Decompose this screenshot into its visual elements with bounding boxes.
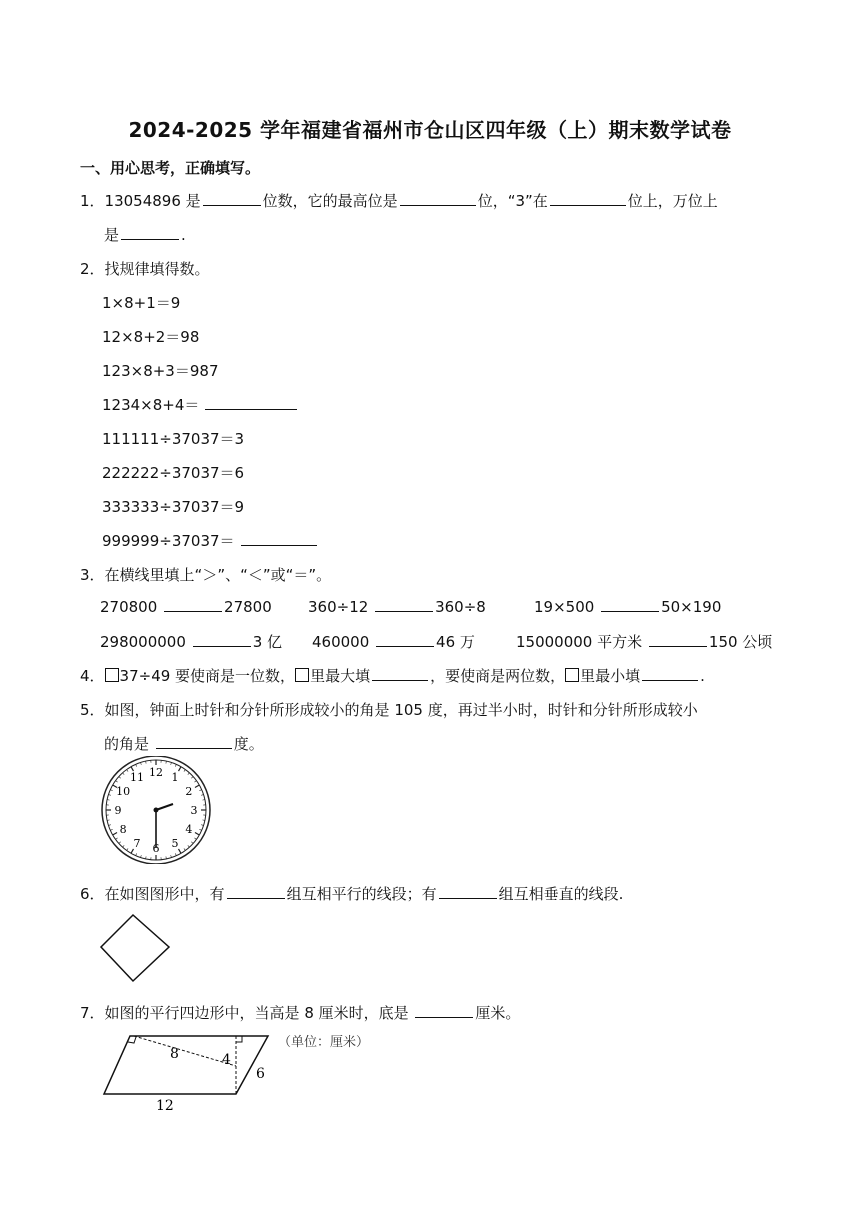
- clock-numeral: 11: [130, 771, 144, 785]
- clock-tick: [110, 790, 112, 791]
- right-angle-mark: [236, 1036, 242, 1042]
- pattern-line: 12×8+2＝98: [102, 328, 200, 346]
- question-1: 1．13054896 是 位数，它的最高位是 位，“3”在 位上，万位上: [80, 192, 718, 210]
- clock-numeral: 2: [185, 785, 193, 798]
- question-number: 4．: [80, 667, 105, 685]
- answer-blank[interactable]: [241, 531, 317, 546]
- answer-blank[interactable]: [642, 666, 698, 681]
- answer-blank[interactable]: [372, 666, 428, 681]
- question-number: 5．: [80, 701, 105, 719]
- question-1-continued: 是 .: [104, 226, 186, 244]
- section-heading: 一、用心思考，正确填写。: [80, 159, 261, 177]
- clock-tick: [179, 849, 182, 853]
- clock-tick: [123, 773, 125, 775]
- label-12: 12: [156, 1098, 174, 1114]
- question-4: 4． 37÷49 要使商是一位数， 里最大填 ，要使商是两位数， 里最小填 .: [80, 667, 705, 685]
- answer-blank[interactable]: [205, 395, 297, 410]
- clock-tick: [194, 781, 196, 782]
- clock-tick: [127, 770, 128, 772]
- label-4: 4: [222, 1052, 231, 1068]
- clock-tick: [191, 777, 193, 779]
- square-figure: [98, 912, 172, 984]
- unit-label: （单位：厘米）: [278, 1035, 370, 1050]
- compare-item: 460000 46 万: [312, 633, 475, 651]
- pattern-line: 123×8+3＝987: [102, 362, 219, 380]
- clock-tick: [116, 781, 118, 782]
- square-box-icon: [295, 668, 309, 682]
- answer-blank[interactable]: [227, 884, 285, 899]
- answer-blank[interactable]: [649, 632, 707, 647]
- compare-item: 298000000 3 亿: [100, 633, 282, 651]
- clock-tick: [108, 825, 110, 826]
- compare-item: 270800 27800: [100, 598, 272, 616]
- parallelogram-shape: [104, 1036, 268, 1094]
- pattern-line-with-blank: 999999÷37037＝: [102, 530, 319, 551]
- answer-blank[interactable]: [156, 734, 232, 749]
- clock-figure: [98, 756, 214, 864]
- clock-tick: [199, 790, 201, 791]
- answer-blank[interactable]: [439, 884, 497, 899]
- answer-blank[interactable]: [193, 632, 251, 647]
- question-5: 5．如图，钟面上时针和分针所形成较小的角是 105 度，再过半小时，时针和分针所形成较小: [80, 701, 698, 719]
- clock-tick: [110, 829, 112, 830]
- question-7: 7．如图的平行四边形中，当高是 8 厘米时，底是 厘米。: [80, 1004, 521, 1022]
- clock-numeral: 5: [171, 836, 179, 850]
- clock-tick: [116, 838, 118, 839]
- clock-numeral: 10: [116, 785, 131, 798]
- clock-numeral: 6: [152, 842, 160, 855]
- question-number: 1．: [80, 192, 105, 210]
- label-8: 8: [170, 1046, 179, 1062]
- question-number: 7．: [80, 1004, 105, 1022]
- pattern-line: 1×8+1＝9: [102, 294, 181, 312]
- clock-numeral: 3: [190, 804, 198, 817]
- square-box-icon: [105, 668, 119, 682]
- question-number: 6．: [80, 885, 105, 903]
- clock-tick: [201, 825, 203, 826]
- clock-tick: [175, 853, 176, 855]
- question-6: 6．在如图图形中，有 组互相平行的线段；有 组互相垂直的线段.: [80, 885, 624, 903]
- clock-numeral: 1: [171, 771, 179, 785]
- clock-center: [154, 808, 159, 813]
- question-5-continued: 的角是 度。: [104, 735, 264, 753]
- compare-item: 360÷12 360÷8: [308, 598, 486, 616]
- answer-blank[interactable]: [121, 225, 179, 240]
- clock-tick: [184, 770, 185, 772]
- clock-tick: [119, 842, 121, 844]
- clock-tick: [175, 764, 176, 766]
- clock-tick: [195, 785, 199, 788]
- label-6: 6: [256, 1066, 265, 1082]
- answer-blank[interactable]: [601, 597, 659, 612]
- clock-tick: [199, 829, 201, 830]
- clock-numeral: 8: [119, 823, 127, 836]
- question-3: 3．在横线里填上“＞”、“＜”或“＝”。: [80, 566, 332, 584]
- clock-tick: [191, 842, 193, 844]
- height-line-8: [134, 1036, 236, 1066]
- clock-tick: [119, 777, 121, 779]
- clock-tick: [141, 855, 142, 857]
- page-title: 2024-2025 学年福建省福州市仓山区四年级（上）期末数学试卷: [128, 118, 732, 142]
- clock-tick: [123, 845, 125, 847]
- clock-tick: [188, 845, 190, 847]
- answer-blank[interactable]: [550, 191, 626, 206]
- square-shape: [101, 915, 169, 981]
- answer-blank[interactable]: [203, 191, 261, 206]
- clock-numeral: 12: [149, 766, 163, 779]
- clock-tick: [136, 764, 137, 766]
- clock-tick: [171, 762, 172, 764]
- clock-tick: [136, 853, 137, 855]
- clock-tick: [195, 833, 199, 836]
- clock-tick: [171, 855, 172, 857]
- clock-numeral: 9: [114, 804, 122, 817]
- clock-tick: [179, 767, 182, 771]
- clock-tick: [201, 795, 203, 796]
- question-number: 2．: [80, 260, 105, 278]
- answer-blank[interactable]: [415, 1003, 473, 1018]
- compare-item: 19×500 50×190: [534, 598, 722, 616]
- answer-blank[interactable]: [400, 191, 476, 206]
- hour-hand: [156, 804, 173, 810]
- answer-blank[interactable]: [164, 597, 222, 612]
- clock-tick: [108, 795, 110, 796]
- clock-tick: [127, 848, 128, 850]
- pattern-line-with-blank: 1234×8+4＝: [102, 394, 299, 415]
- clock-tick: [113, 833, 117, 836]
- clock-tick: [184, 848, 185, 850]
- clock-numeral: 7: [133, 836, 141, 850]
- compare-item: 15000000 平方米 150 公顷: [516, 633, 773, 651]
- clock-numeral: 4: [185, 823, 193, 836]
- answer-blank[interactable]: [376, 632, 434, 647]
- clock-tick: [141, 762, 142, 764]
- question-2: 2．找规律填得数。: [80, 260, 210, 278]
- pattern-line: 333333÷37037＝9: [102, 498, 245, 516]
- question-number: 3．: [80, 566, 105, 584]
- pattern-line: 222222÷37037＝6: [102, 464, 245, 482]
- answer-blank[interactable]: [375, 597, 433, 612]
- clock-tick: [188, 773, 190, 775]
- clock-tick: [194, 838, 196, 839]
- square-box-icon: [565, 668, 579, 682]
- pattern-line: 111111÷37037＝3: [102, 430, 245, 448]
- parallelogram-figure: [98, 1028, 398, 1114]
